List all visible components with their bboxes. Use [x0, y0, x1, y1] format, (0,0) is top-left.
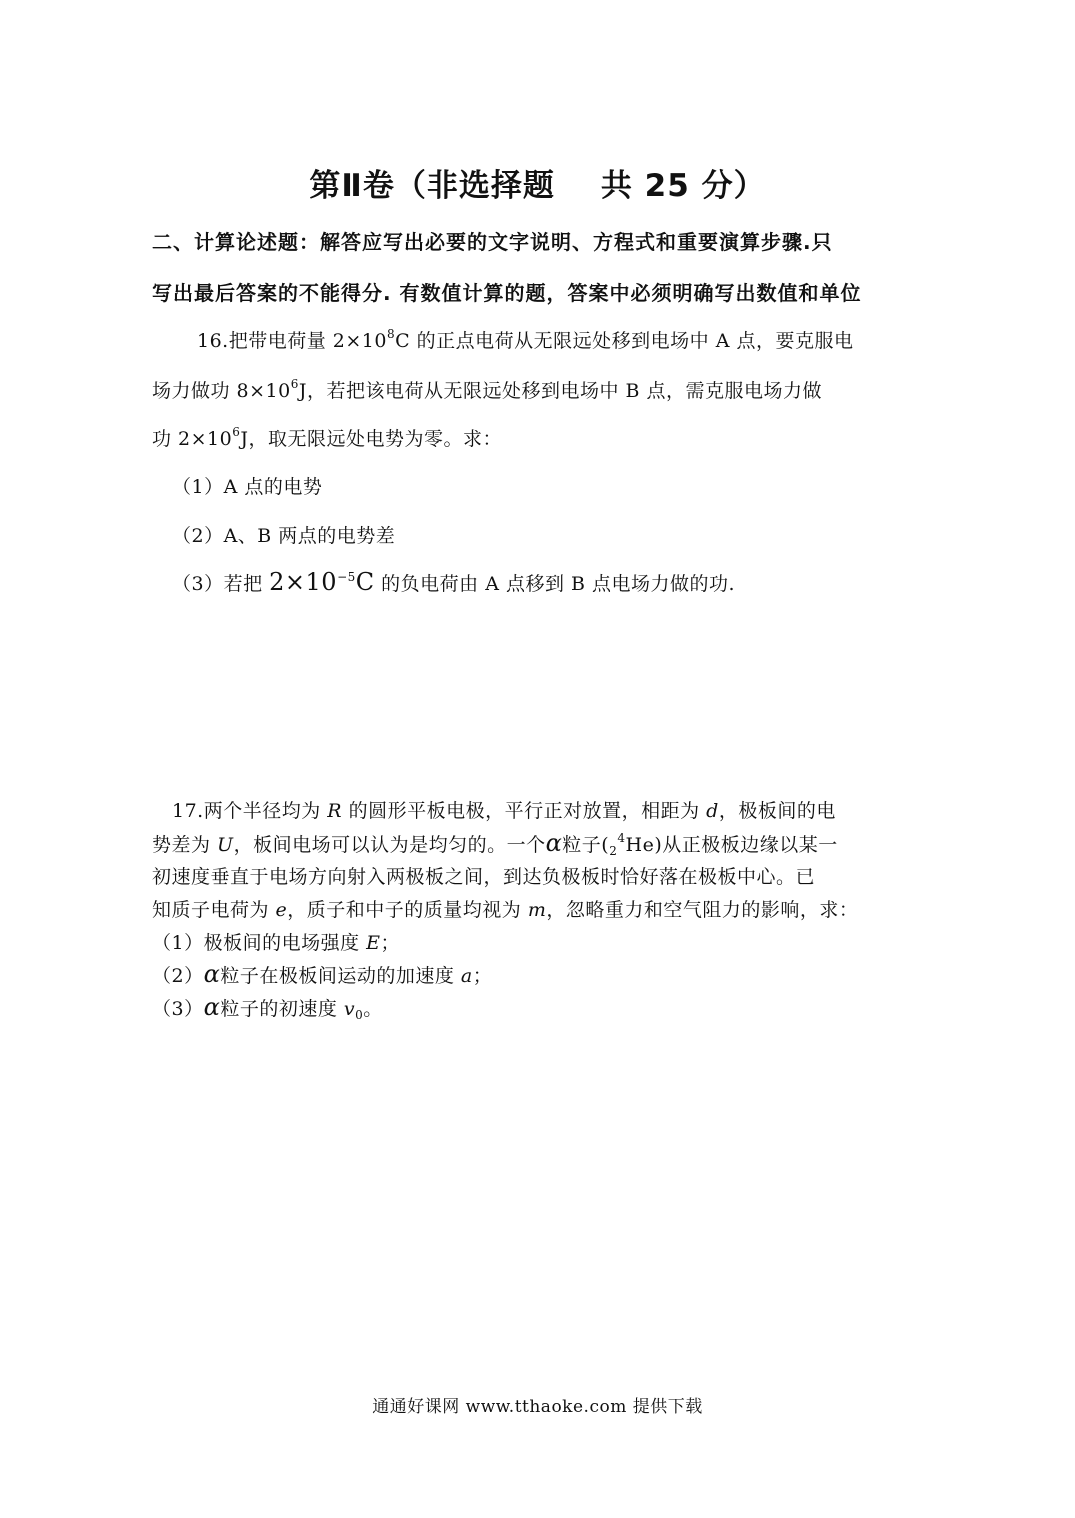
q17-p1-text-a: （1）极板间的电场强度 — [152, 932, 367, 954]
q17-p2-alpha-symbol: α — [203, 960, 221, 988]
q17-line-2 — [152, 829, 838, 858]
q17-var-E: E — [366, 932, 381, 954]
q16-p3-exponent: −5 — [337, 570, 356, 584]
q17-var-R: R — [327, 800, 343, 822]
q16-p3-unit: C — [355, 568, 375, 596]
q16-p3-number: 2×10 — [269, 568, 338, 596]
q16-p3-text-b: 的负电荷由 A 点移到 B 点电场力做的功. — [374, 573, 736, 595]
q16-part-3 — [172, 568, 735, 596]
q17-p3-text-c: 。 — [363, 998, 383, 1020]
section-title — [0, 160, 1075, 205]
q17-l1-text-a: 17.两个半径均为 — [172, 800, 328, 822]
instruction-line-1: 二、计算论述题：解答应写出必要的文字说明、方程式和重要演算步骤.只 — [152, 230, 833, 254]
q17-var-U: U — [217, 834, 234, 856]
q17-he-symbol: He — [625, 834, 655, 856]
q16-l2-text-a: 场力做功 8×10 — [152, 380, 291, 402]
q17-he-atomic-number: 2 — [609, 844, 618, 858]
q16-l1-text-b: C 的正点电荷从无限远处移到电场中 A 点，要克服电 — [395, 330, 854, 352]
q16-part-1: （1）A 点的电势 — [172, 476, 323, 498]
instruction-line-2: 写出最后答案的不能得分. 有数值计算的题，答案中必须明确写出数值和单位 — [152, 281, 862, 305]
q17-l4-text-c: ，忽略重力和空气阻力的影响，求： — [546, 899, 859, 921]
q17-p2-text-b: 粒子在极板间运动的加速度 — [220, 965, 461, 987]
q17-line-3: 初速度垂直于电场方向射入两极板之间，到达负极板时恰好落在极板中心。已 — [152, 866, 816, 888]
q16-l1-exponent: 8 — [386, 327, 396, 341]
q17-alpha-symbol: α — [545, 829, 563, 857]
q17-part-1 — [152, 928, 400, 955]
q16-part-2: （2）A、B 两点的电势差 — [172, 525, 396, 547]
q17-l2-text-a: 势差为 — [152, 834, 218, 856]
q17-var-v: v — [343, 998, 356, 1020]
q16-p3-text-a: （3）若把 — [172, 573, 270, 595]
q17-p1-text-b: ； — [380, 932, 401, 954]
q17-var-e: e — [275, 899, 288, 921]
q16-l1-text-a: 16.把带电荷量 2×10 — [197, 330, 387, 352]
q16-line-3 — [152, 424, 502, 451]
q17-p3-text-a: （3） — [152, 998, 204, 1020]
q17-p2-text-c: ； — [472, 965, 493, 987]
q17-l2-text-d: )从正极板边缘以某一 — [654, 834, 838, 856]
q17-var-m: m — [527, 899, 547, 921]
q17-he-mass-number: 4 — [617, 831, 626, 845]
q16-line-1 — [197, 326, 853, 353]
q17-line-1 — [172, 796, 836, 823]
q17-l4-text-b: ，质子和中子的质量均视为 — [287, 899, 528, 921]
q17-l2-text-b: ，板间电场可以认为是均匀的。一个 — [233, 834, 546, 856]
q17-var-a: a — [460, 965, 473, 987]
q16-l3-exponent: 6 — [232, 425, 241, 439]
q17-l2-text-c: 粒子( — [562, 834, 610, 856]
q17-p3-text-b: 粒子的初速度 — [220, 998, 344, 1020]
q16-l3-text-a: 功 2×10 — [152, 428, 233, 450]
q17-l4-text-a: 知质子电荷为 — [152, 899, 276, 921]
q17-var-v-subscript: 0 — [355, 1008, 364, 1022]
q17-l1-text-b: 的圆形平板电极，平行正对放置，相距为 — [342, 800, 707, 822]
q17-p3-alpha-symbol: α — [203, 993, 221, 1021]
q16-l3-text-b: J，取无限远处电势为零。求： — [240, 428, 502, 450]
q16-l2-text-b: J，若把该电荷从无限远处移到电场中 B 点，需克服电场力做 — [298, 380, 823, 402]
q16-line-2 — [152, 376, 822, 403]
q17-part-3 — [152, 993, 383, 1022]
q16-l2-exponent: 6 — [290, 377, 299, 391]
footer-source-note: 通通好课网 www.tthaoke.com 提供下载 — [372, 1397, 703, 1417]
q17-var-d: d — [706, 800, 719, 822]
q17-p2-text-a: （2） — [152, 965, 204, 987]
section-title-tail: 共 25 分） — [600, 168, 766, 204]
q17-part-2 — [152, 960, 492, 988]
q17-line-4 — [152, 895, 858, 922]
q17-l1-text-c: ，极板间的电 — [718, 800, 836, 822]
section-title-main: 第Ⅱ卷（非选择题 — [309, 168, 555, 204]
